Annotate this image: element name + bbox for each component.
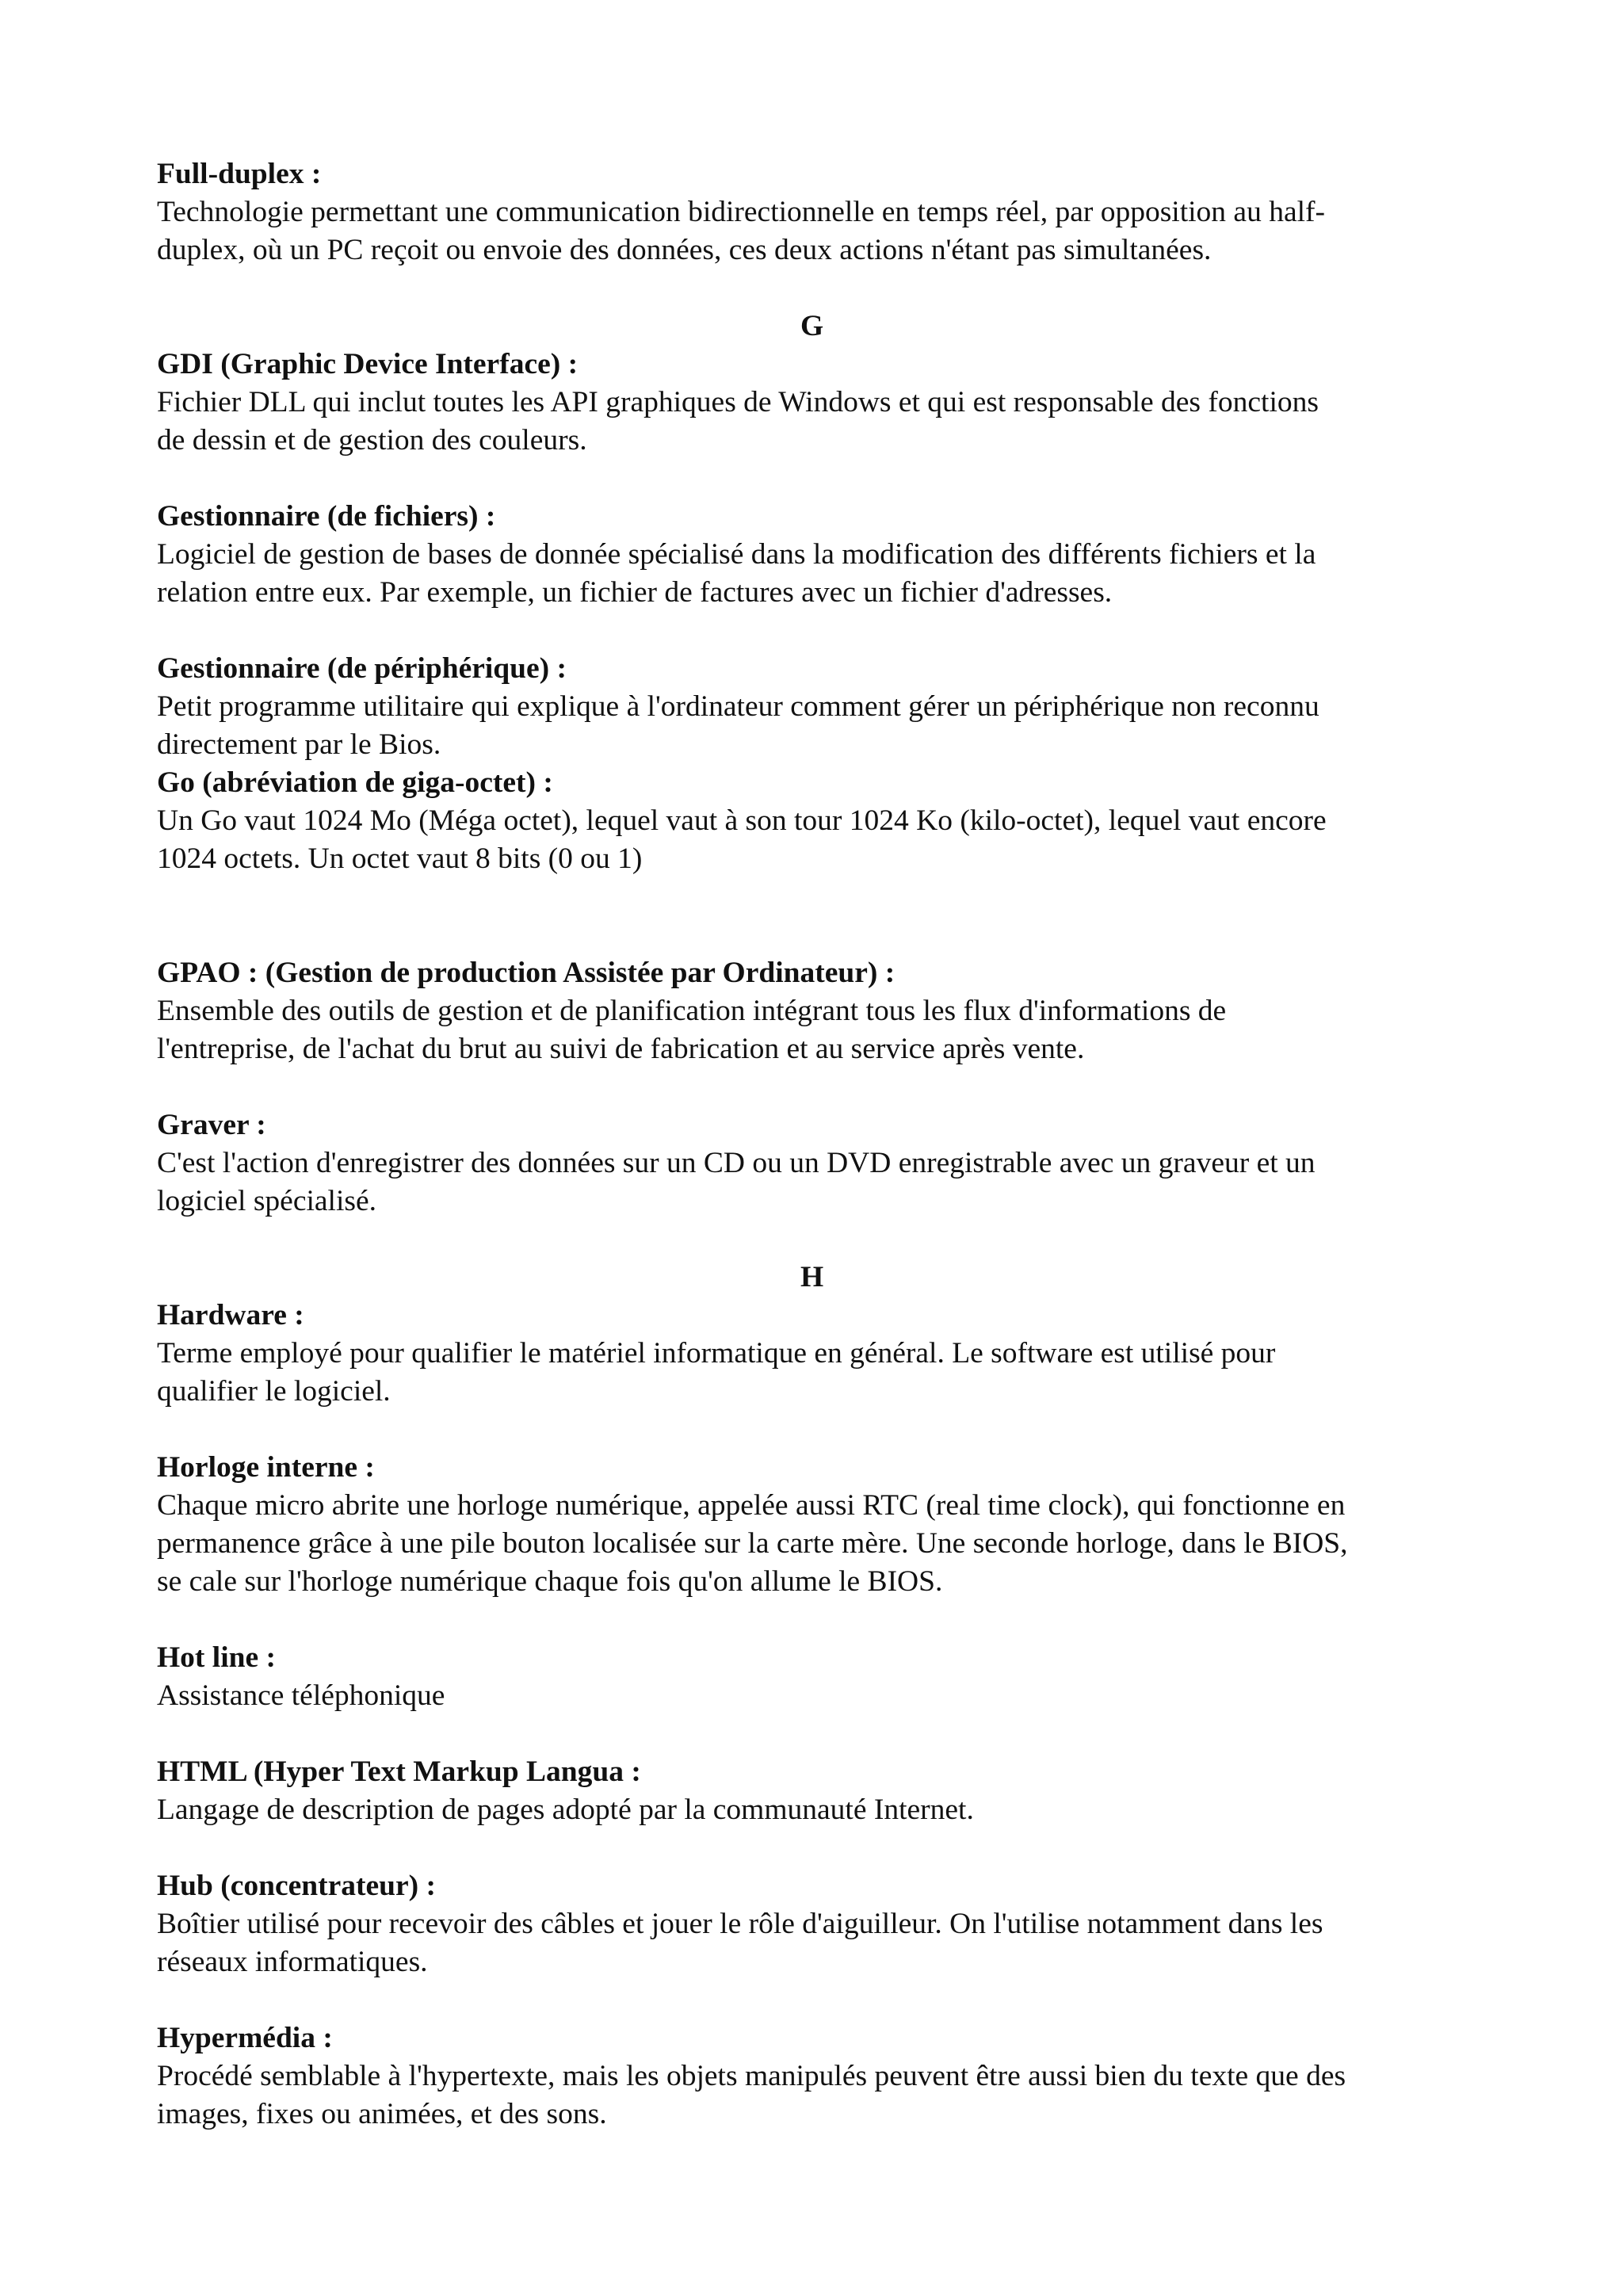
term-heading: HTML (Hyper Text Markup Langua :: [157, 1755, 641, 1788]
entry-hot-line: [157, 1639, 1488, 1715]
entry-hub: [157, 1867, 1488, 1981]
definition-line: Terme employé pour qualifier le matériel informatique en général. Le software est utilisé pour: [157, 1337, 1276, 1370]
definition-line: réseaux informatiques.: [157, 1946, 428, 1978]
definition-line: Petit programme utilitaire qui explique à l'ordinateur comment gérer un périphérique non reconnu: [157, 690, 1319, 723]
entry-hardware: [157, 1297, 1488, 1411]
term-heading: Go (abréviation de giga-octet) :: [157, 766, 553, 799]
term-heading: GPAO : (Gestion de production Assistée par Ordinateur) :: [157, 957, 896, 989]
entry-gestionnaire-peripherique: [157, 650, 1488, 764]
definition-line: C'est l'action d'enregistrer des données sur un CD ou un DVD enregistrable avec un graveur et un: [157, 1147, 1316, 1179]
definition-line: 1024 octets. Un octet vaut 8 bits (0 ou 1): [157, 842, 643, 875]
definition-line: images, fixes ou animées, et des sons.: [157, 2098, 607, 2130]
definition-line: Langage de description de pages adopté par la communauté Internet.: [157, 1794, 974, 1826]
definition-line: logiciel spécialisé.: [157, 1185, 376, 1217]
definition-line: permanence grâce à une pile bouton localisée sur la carte mère. Une seconde horloge, dans le BIOS,: [157, 1527, 1348, 1560]
term-heading: Hot line :: [157, 1641, 276, 1674]
definition-line: se cale sur l'horloge numérique chaque fois qu'on allume le BIOS.: [157, 1565, 943, 1598]
entry-go: [157, 764, 1488, 878]
term-heading: Gestionnaire (de fichiers) :: [157, 500, 496, 533]
term-heading: Graver :: [157, 1109, 266, 1141]
document-page: [157, 155, 1488, 2134]
section-letter-g: G: [800, 310, 824, 342]
entry-gpao: [157, 954, 1488, 1068]
term-heading: Gestionnaire (de périphérique) :: [157, 652, 567, 685]
entry-graver: [157, 1106, 1488, 1221]
entry-gestionnaire-fichiers: [157, 498, 1488, 612]
term-heading: Horloge interne :: [157, 1451, 375, 1484]
term-heading: Full-duplex :: [157, 158, 322, 190]
entry-gdi: [157, 346, 1488, 460]
definition-line: Procédé semblable à l'hypertexte, mais les objets manipulés peuvent être aussi bien du texte que des: [157, 2060, 1346, 2092]
definition-line: Chaque micro abrite une horloge numérique, appelée aussi RTC (real time clock), qui fonctionne en: [157, 1489, 1346, 1522]
entry-hypermedia: [157, 2019, 1488, 2134]
definition-line: Ensemble des outils de gestion et de planification intégrant tous les flux d'informations de: [157, 995, 1227, 1027]
definition-line: Technologie permettant une communication bidirectionnelle en temps réel, par opposition au half-: [157, 196, 1325, 228]
section-letter-h: H: [800, 1261, 824, 1293]
definition-line: duplex, où un PC reçoit ou envoie des données, ces deux actions n'étant pas simultanées.: [157, 234, 1212, 266]
definition-line: Fichier DLL qui inclut toutes les API graphiques de Windows et qui est responsable des fonctions: [157, 386, 1319, 418]
term-heading: GDI (Graphic Device Interface) :: [157, 348, 579, 380]
definition-line: qualifier le logiciel.: [157, 1375, 391, 1408]
definition-line: relation entre eux. Par exemple, un fichier de factures avec un fichier d'adresses.: [157, 576, 1113, 609]
entry-horloge-interne: [157, 1449, 1488, 1601]
definition-line: de dessin et de gestion des couleurs.: [157, 424, 587, 457]
definition-line: l'entreprise, de l'achat du brut au suivi de fabrication et au service après vente.: [157, 1033, 1085, 1065]
definition-line: Un Go vaut 1024 Mo (Méga octet), lequel vaut à son tour 1024 Ko (kilo-octet), lequel vaut encore: [157, 804, 1327, 837]
entry-html: [157, 1753, 1488, 1829]
entry-full-duplex: [157, 155, 1488, 269]
term-heading: Hypermédia :: [157, 2022, 333, 2054]
term-heading: Hub (concentrateur) :: [157, 1870, 437, 1902]
term-heading: Hardware :: [157, 1299, 304, 1331]
definition-line: directement par le Bios.: [157, 728, 441, 761]
definition-line: Assistance téléphonique: [157, 1679, 445, 1712]
definition-line: Logiciel de gestion de bases de donnée spécialisé dans la modification des différents fichiers et la: [157, 538, 1316, 571]
definition-line: Boîtier utilisé pour recevoir des câbles et jouer le rôle d'aiguilleur. On l'utilise notamment dans les: [157, 1908, 1323, 1940]
